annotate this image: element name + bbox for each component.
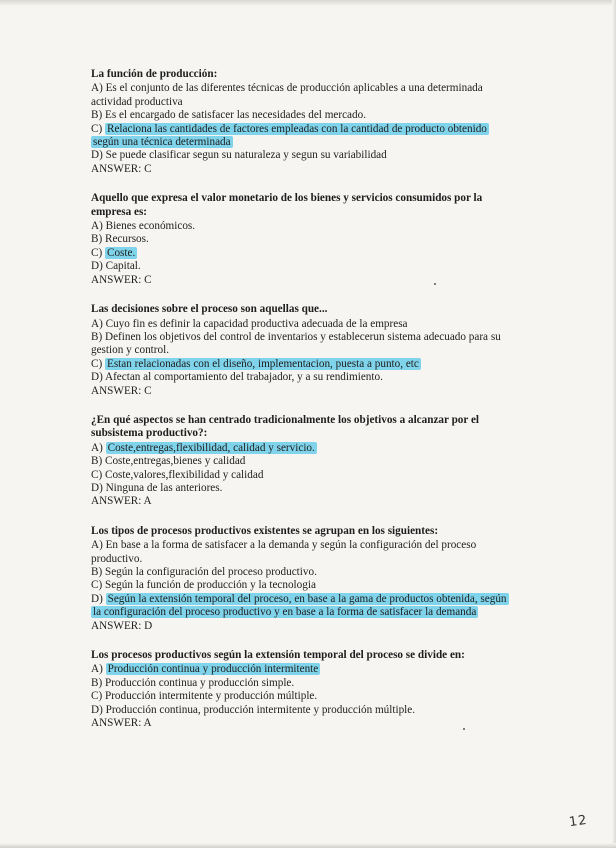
answer-option: A) Cuyo fin es definir la capacidad productiva adecuada de la empresa (91, 317, 408, 330)
question-title: Aquello que expresa el valor monetario de los bienes y servicios consumidos por la empresa es: (91, 192, 483, 218)
answer-option: D) Capital. (91, 260, 141, 273)
answer-option: A) Bienes económicos. (91, 220, 196, 233)
answer-option: A) En base a la forma de satisfacer a la demanda y según la configuración del proceso productivo. (91, 539, 477, 565)
question-block (91, 525, 511, 633)
question-block (91, 192, 511, 287)
answer-option: A) Es el conjunto de las diferentes técnicas de producción aplicables a una determinada actividad productiva (91, 82, 483, 108)
answer-option (91, 123, 511, 150)
answer-key: ANSWER: C (91, 273, 152, 286)
question-block (91, 68, 511, 176)
answer-option: B) Según la configuración del proceso productivo. (91, 566, 317, 578)
answer-option (91, 593, 511, 620)
option-letter: C) (91, 246, 105, 259)
question-block (91, 303, 511, 398)
question-title: Los tipos de procesos productivos existentes se agrupan en los siguientes: (91, 524, 439, 537)
option-letter: C) (91, 122, 105, 135)
scan-speck (463, 728, 465, 730)
answer-option: B) Coste,entregas,bienes y calidad (91, 455, 246, 468)
page-edge-top (0, 0, 616, 6)
question-title: Las decisiones sobre el proceso son aquellas que... (91, 303, 328, 316)
answer-key: ANSWER: C (91, 162, 152, 175)
answer-key: ANSWER: C (91, 384, 152, 397)
highlighted-answer-text: Coste. (106, 246, 136, 259)
highlighted-answer-text: Coste,entregas,flexibilidad, calidad y servicio. (107, 441, 315, 454)
option-letter: A) (91, 441, 106, 454)
page-number: 12 (568, 812, 589, 831)
answer-option: D) Producción continua, producción intermitente y producción múltiple. (91, 703, 416, 716)
highlighted-answer-text: Según la extensión temporal del proceso, en base a la gama de productos obtenida, según la configuración del proceso productivo y en base a la forma de satisfacer la demanda (93, 592, 507, 619)
answer-option (91, 663, 511, 676)
highlighted-answer-text: Producción continua y producción intermitente (107, 663, 319, 676)
answer-option (91, 442, 511, 455)
answer-option (91, 247, 511, 260)
answer-option: C) Coste,valores,flexibilidad y calidad (91, 468, 264, 481)
option-letter: A) (91, 663, 106, 676)
answer-key: ANSWER: A (91, 495, 152, 508)
answer-key: ANSWER: D (91, 619, 153, 632)
answer-option (91, 358, 511, 371)
option-letter: D) (91, 592, 106, 605)
answer-option: B) Recursos. (91, 233, 149, 246)
answer-option: D) Ninguna de las anteriores. (91, 481, 223, 494)
question-title: Los procesos productivos según la extensión temporal del proceso se divide en: (91, 649, 465, 662)
scan-speck (434, 283, 436, 285)
highlighted-answer-text: Estan relacionadas con el diseño, implementacion, puesta a punto, etc (106, 357, 419, 370)
answer-option: B) Definen los objetivos del control de inventarios y establecerun sistema adecuado para su gestion y control. (91, 330, 501, 357)
question-title: ¿En qué aspectos se han centrado tradicionalmente los objetivos a alcanzar por el subsistema productivo?: (91, 413, 480, 440)
question-title: La función de producción: (91, 68, 218, 80)
question-list (91, 68, 511, 746)
question-block (91, 414, 511, 509)
page-edge-right (612, 0, 616, 848)
option-letter: C) (91, 357, 105, 370)
answer-option: B) Producción continua y producción simple. (91, 676, 295, 689)
answer-option: C) Según la función de producción y la tecnologia (91, 579, 316, 592)
question-block (91, 649, 511, 730)
answer-option: D) Afectan al comportamiento del trabajador, y a su rendimiento. (91, 371, 383, 384)
answer-option: C) Producción intermitente y producción múltiple. (91, 690, 318, 703)
page-edge-bottom (0, 843, 616, 848)
highlighted-answer-text: Relaciona las cantidades de factores empleadas con la cantidad de producto obtenido según una técnica determinada (93, 122, 487, 149)
answer-option: D) Se puede clasificar segun su naturaleza y segun su variabilidad (91, 149, 387, 162)
answer-option: B) Es el encargado de satisfacer las necesidades del mercado. (91, 109, 367, 122)
answer-key: ANSWER: A (91, 717, 152, 730)
